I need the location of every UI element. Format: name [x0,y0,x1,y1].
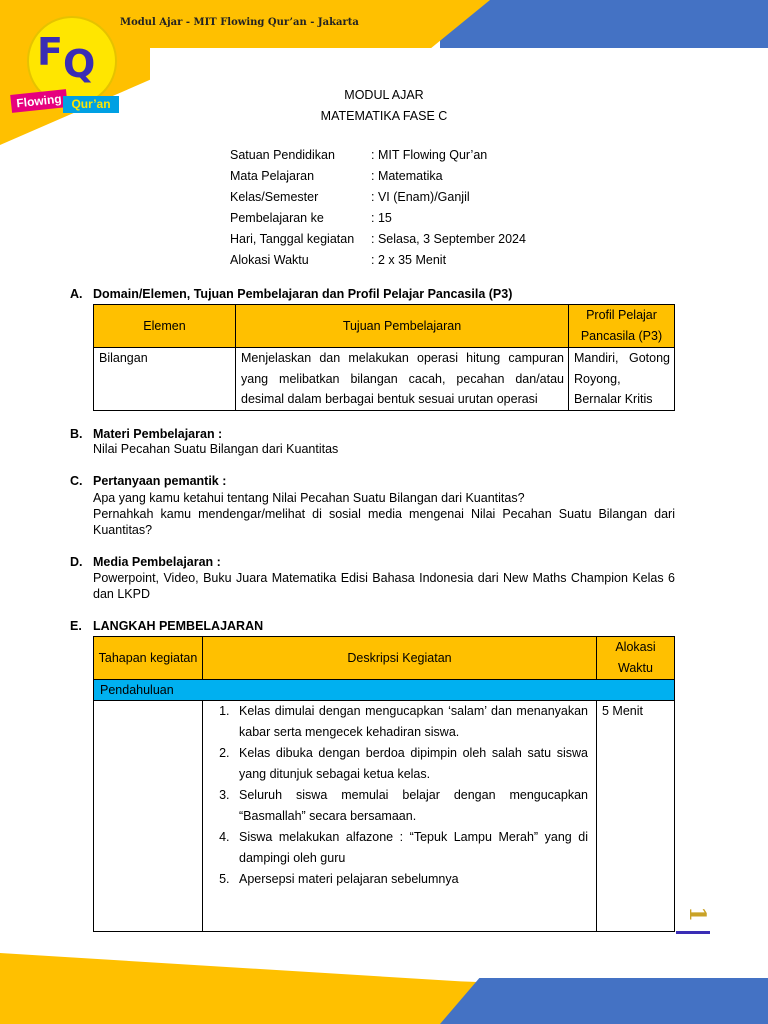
header-title: Modul Ajar - MIT Flowing Qur’an - Jakarta [120,17,359,28]
identity-info [230,145,526,271]
section-b-heading [70,427,222,441]
cell-tujuan: Menjelaskan dan melakukan operasi hitung campuran yang melibatkan bilangan cacah, pecahan dan/atau desimal dalam berbagai bentuk sesuai urutan operasi [236,348,569,411]
info-label: Mata Pelajaran [230,169,315,183]
info-label: Pembelajaran ke [230,211,324,225]
section-letter: C. [70,474,83,488]
header-tahapan: Tahapan kegiatan [94,637,203,680]
doc-title: MODUL AJAR [344,88,424,102]
list-item: 1. Kelas dimulai dengan mengucapkan ‘salam’ dan menanyakan kabar serta mengecek kehadiran siswa. [233,701,588,743]
objectives-table [93,304,675,411]
section-title: Domain/Elemen, Tujuan Pembelajaran dan Profil Pelajar Pancasila (P3) [93,287,513,301]
logo-letter-q: Q [63,42,96,86]
page-number-underline [676,931,710,934]
table-header-row [94,305,675,348]
header-profil: Profil Pelajar Pancasila (P3) [569,305,675,348]
info-value: : Selasa, 3 September 2024 [371,232,526,246]
section-d-heading [70,555,221,569]
section-letter: A. [70,287,83,301]
logo-word-flowing: Flowing [10,89,68,113]
section-letter: E. [70,619,82,633]
list-item: 2. Kelas dibuka dengan berdoa dipimpin oleh salah satu siswa yang ditunjuk sebagai ketua kelas. [233,743,588,785]
cell-tahapan [94,701,203,932]
info-label: Alokasi Waktu [230,253,309,267]
header-elemen: Elemen [94,305,236,348]
info-value: : 15 [371,211,392,225]
cell-deskripsi [203,701,597,932]
table-row [94,701,675,932]
info-value: : 2 x 35 Menit [371,253,447,267]
section-title: Media Pembelajaran : [93,555,221,569]
header-deskripsi: Deskripsi Kegiatan [203,637,597,680]
list-item: 4. Siswa melakukan alfazone : “Tepuk Lampu Merah” yang di dampingi oleh guru [233,827,588,869]
section-c-question-2: Pernahkah kamu mendengar/melihat di sosial media mengenai Nilai Pecahan Suatu Bilangan dari Kuantitas? [93,507,675,537]
phase-label: Pendahuluan [94,680,675,701]
phase-row [94,680,675,701]
logo-word-quran: Qur’an [63,96,119,113]
section-title: Pertanyaan pemantik : [93,474,227,488]
list-item: 5. Apersepsi materi pelajaran sebelumnya [233,869,588,890]
section-c-question-1: Apa yang kamu ketahui tentang Nilai Pecahan Suatu Bilangan dari Kuantitas? [93,491,525,505]
learning-steps-table [93,636,675,932]
info-label: Satuan Pendidikan [230,148,335,162]
info-row [230,145,526,166]
section-title: Materi Pembelajaran : [93,427,223,441]
cell-alokasi: 5 Menit [597,701,675,932]
info-row [230,208,526,229]
section-letter: B. [70,427,83,441]
section-c-heading [70,474,226,488]
section-b-text: Nilai Pecahan Suatu Bilangan dari Kuantitas [93,442,339,456]
table-row [94,348,675,411]
info-value: : VI (Enam)/Ganjil [371,190,470,204]
info-value: : Matematika [371,169,443,183]
info-row [230,187,526,208]
page-number: 1 [684,906,710,922]
cell-elemen: Bilangan [94,348,236,411]
footer-blue-band [440,978,768,1024]
info-label: Hari, Tanggal kegiatan [230,232,355,246]
cell-profil: Mandiri, Gotong Royong, Bernalar Kritis [569,348,675,411]
section-letter: D. [70,555,83,569]
header-tujuan: Tujuan Pembelajaran [236,305,569,348]
doc-subtitle: MATEMATIKA FASE C [320,109,448,123]
section-d-text: Powerpoint, Video, Buku Juara Matematika Edisi Bahasa Indonesia dari New Maths Champion Kelas 6 dan LKPD [93,571,675,601]
section-e-heading [70,619,263,633]
header-blue-band [440,0,768,48]
info-label: Kelas/Semester [230,190,319,204]
info-row [230,250,526,271]
info-row [230,166,526,187]
info-row [230,229,526,250]
info-value: : MIT Flowing Qur’an [371,148,488,162]
table-header-row [94,637,675,680]
list-item: 3. Seluruh siswa memulai belajar dengan mengucapkan “Basmallah” secara bersamaan. [233,785,588,827]
steps-list [203,701,596,890]
header-alokasi: Alokasi Waktu [597,637,675,680]
logo-letter-f: F [37,30,59,74]
section-a-heading [70,287,512,301]
section-title: LANGKAH PEMBELAJARAN [93,619,264,633]
